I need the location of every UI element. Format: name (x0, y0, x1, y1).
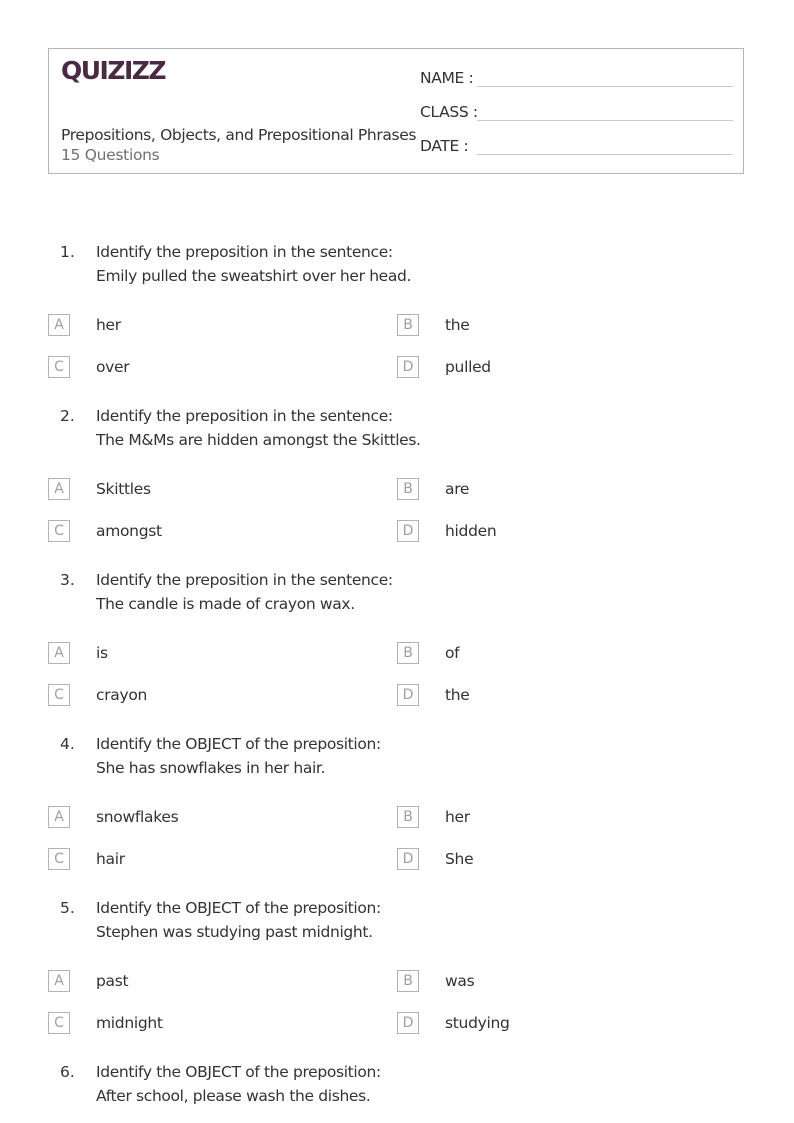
question-number: 4. (60, 735, 75, 753)
option-letter-box: A (48, 478, 70, 500)
option-letter-box: D (397, 848, 419, 870)
question-prompt: Identify the OBJECT of the preposition: (96, 735, 381, 753)
option-letter-box: C (48, 520, 70, 542)
option-letter-box: A (48, 314, 70, 336)
option-text: snowflakes (96, 808, 179, 826)
option-letter-box: B (397, 478, 419, 500)
question-sentence: The M&Ms are hidden amongst the Skittles. (96, 431, 421, 449)
option-text: the (445, 316, 470, 334)
option-text: Skittles (96, 480, 151, 498)
option-letter-box: D (397, 1012, 419, 1034)
class-field (420, 101, 734, 123)
option-letter-box: D (397, 520, 419, 542)
option-letter-box: C (48, 848, 70, 870)
option-letter-box: B (397, 314, 419, 336)
class-label: CLASS : (420, 103, 478, 121)
option-text: pulled (445, 358, 491, 376)
option-text: amongst (96, 522, 162, 540)
option-text: her (96, 316, 121, 334)
option-text: She (445, 850, 474, 868)
name-field (420, 67, 734, 89)
question-number: 6. (60, 1063, 75, 1081)
option-letter-box: D (397, 684, 419, 706)
option-text: the (445, 686, 470, 704)
option-text: her (445, 808, 470, 826)
question-sentence: The candle is made of crayon wax. (96, 595, 355, 613)
worksheet-title: Prepositions, Objects, and Prepositional Phrases (61, 126, 417, 144)
question-number: 5. (60, 899, 75, 917)
option-text: midnight (96, 1014, 163, 1032)
option-letter-box: C (48, 684, 70, 706)
option-text: was (445, 972, 475, 990)
name-write-line[interactable] (477, 86, 733, 87)
question-number: 1. (60, 243, 75, 261)
option-letter-box: A (48, 970, 70, 992)
question-prompt: Identify the preposition in the sentence: (96, 571, 393, 589)
question-sentence: After school, please wash the dishes. (96, 1087, 371, 1105)
option-text: are (445, 480, 470, 498)
question-count: 15 Questions (61, 146, 160, 164)
option-letter-box: C (48, 356, 70, 378)
option-letter-box: A (48, 642, 70, 664)
question-prompt: Identify the OBJECT of the preposition: (96, 1063, 381, 1081)
option-text: past (96, 972, 129, 990)
option-text: of (445, 644, 460, 662)
question-number: 3. (60, 571, 75, 589)
question-prompt: Identify the preposition in the sentence: (96, 243, 393, 261)
question-prompt: Identify the preposition in the sentence: (96, 407, 393, 425)
option-text: hair (96, 850, 125, 868)
option-text: hidden (445, 522, 497, 540)
date-label: DATE : (420, 137, 469, 155)
question-sentence: She has snowflakes in her hair. (96, 759, 326, 777)
option-text: is (96, 644, 108, 662)
question-sentence: Stephen was studying past midnight. (96, 923, 373, 941)
option-letter-box: C (48, 1012, 70, 1034)
option-letter-box: D (397, 356, 419, 378)
date-field (420, 135, 734, 157)
option-letter-box: B (397, 642, 419, 664)
question-sentence: Emily pulled the sweatshirt over her head. (96, 267, 412, 285)
name-label: NAME : (420, 69, 474, 87)
option-letter-box: B (397, 970, 419, 992)
class-write-line[interactable] (477, 120, 733, 121)
option-text: over (96, 358, 130, 376)
date-write-line[interactable] (477, 154, 733, 155)
option-text: studying (445, 1014, 510, 1032)
question-number: 2. (60, 407, 75, 425)
worksheet-header (48, 48, 744, 174)
option-letter-box: B (397, 806, 419, 828)
question-prompt: Identify the OBJECT of the preposition: (96, 899, 381, 917)
option-text: crayon (96, 686, 148, 704)
option-letter-box: A (48, 806, 70, 828)
quizizz-logo: QUIZIZZ (61, 56, 166, 85)
